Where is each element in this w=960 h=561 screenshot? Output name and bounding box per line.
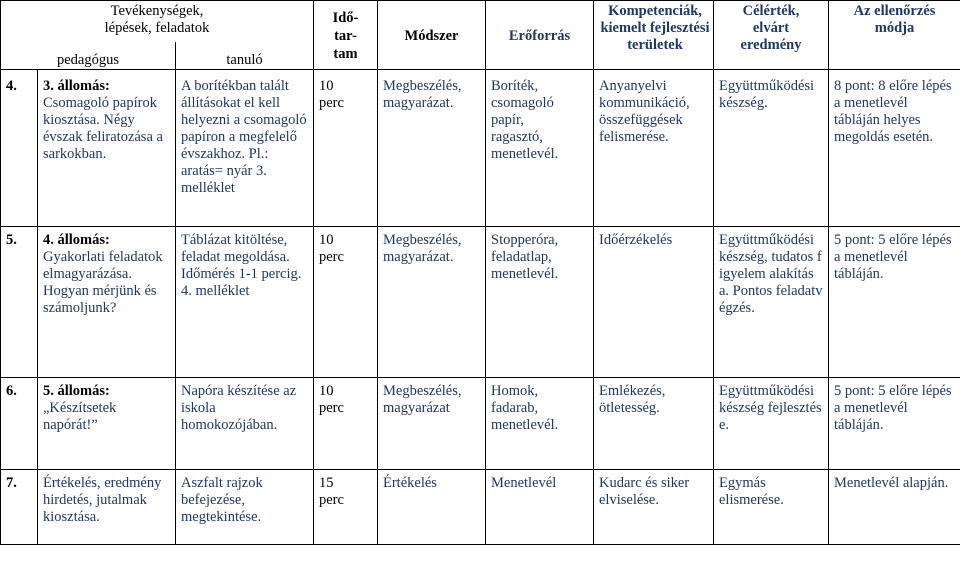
time-cell <box>314 227 378 378</box>
station-title: 4. állomás: <box>43 232 110 248</box>
resource-text: Homok, fadarab, menetlevél. <box>491 383 559 433</box>
student-text: Táblázat kitöltése, feladat megoldása. Időmérés 1-1 percig. 4. melléklet <box>181 232 302 299</box>
assessment-cell <box>829 70 960 227</box>
header-student-label: tanuló <box>226 52 263 68</box>
method-cell <box>378 227 486 378</box>
header-teacher-label: pedagógus <box>56 52 119 68</box>
teacher-text: „Készítsetek napórát!” <box>43 400 117 433</box>
header-resource-label: Erőforrás <box>508 27 571 44</box>
table-row <box>1 227 960 378</box>
teacher-text: Csomagoló papírok kiosztása. Négy évszak feliratozása a sarkokban. <box>43 95 163 162</box>
teacher-cell <box>38 470 176 545</box>
time-cell <box>314 70 378 227</box>
time-text: 10 perc <box>319 78 344 111</box>
student-cell <box>176 378 314 470</box>
goal-text: Együttműködési készség fejlesztése. <box>719 383 822 433</box>
header-goal-label: Célérték, elvárt eredmény <box>740 3 802 53</box>
row-number <box>1 227 38 378</box>
assessment-cell <box>829 378 960 470</box>
station-title: 3. állomás: <box>43 78 110 94</box>
header-competencies-label: Kompetenciák, kiemelt fejlesztési területek <box>600 3 710 53</box>
student-cell <box>176 227 314 378</box>
header-student <box>176 42 314 70</box>
goal-text: Együttműködési készség, tudatos figyelem alakítása. Pontos feladatvégzés. <box>719 232 823 316</box>
header-activities-label: Tevékenységek, lépések, feladatok <box>104 3 210 36</box>
row-number-text: 7. <box>6 475 17 491</box>
header-assessment-label: Az ellenőrzés módja <box>853 3 936 36</box>
assessment-text: 5 pont: 5 előre lépés a menetlevél tábláján. <box>834 232 952 282</box>
resource-cell <box>486 70 594 227</box>
table-row <box>1 470 960 545</box>
time-text: 10 perc <box>319 232 344 265</box>
method-cell <box>378 378 486 470</box>
header-competencies <box>594 1 714 70</box>
resource-cell <box>486 470 594 545</box>
time-text: 10 perc <box>319 383 344 416</box>
teacher-cell <box>38 227 176 378</box>
table-row <box>1 378 960 470</box>
method-text: Megbeszélés, magyarázat <box>383 383 462 416</box>
student-text: Aszfalt rajzok befejezése, megtekintése. <box>181 475 263 525</box>
student-text: Napóra készítése az iskola homokozójában. <box>181 383 297 433</box>
assessment-text: 5 pont: 5 előre lépés a menetlevél tábláján. <box>834 383 952 433</box>
row-number-text: 5. <box>6 232 17 248</box>
goal-text: Együttműködési készség. <box>719 78 815 111</box>
goal-cell <box>714 70 829 227</box>
time-cell <box>314 470 378 545</box>
student-text: A borítékban talált állításokat el kell helyezni a csomagoló papíron a megfelelő évszakhoz. Pl.: aratás= nyár 3. melléklet <box>181 78 307 196</box>
station-title: 5. állomás: <box>43 383 110 399</box>
table-row <box>1 70 960 227</box>
row-number <box>1 470 38 545</box>
teacher-text: Gyakorlati feladatok elmagyarázása. Hogyan mérjünk és számoljunk? <box>43 249 163 316</box>
header-method <box>378 1 486 70</box>
header-time-label: Idő-tar-tam <box>332 10 359 62</box>
competencies-text: Emlékezés, ötletesség. <box>599 383 666 416</box>
teacher-cell <box>38 70 176 227</box>
header-row <box>1 1 960 42</box>
resource-cell <box>486 378 594 470</box>
header-teacher <box>1 42 176 70</box>
header-goal <box>714 1 829 70</box>
competencies-text: Kudarc és siker elviselése. <box>599 475 690 508</box>
method-cell <box>378 470 486 545</box>
assessment-text: Menetlevél alapján. <box>834 475 949 491</box>
method-text: Értékelés <box>383 475 437 491</box>
teacher-cell <box>38 378 176 470</box>
teacher-text: Értékelés, eredmény hirdetés, jutalmak kiosztása. <box>43 475 162 525</box>
competencies-cell <box>594 227 714 378</box>
method-text: Megbeszélés, magyarázat. <box>383 78 462 111</box>
goal-cell <box>714 227 829 378</box>
row-number <box>1 70 38 227</box>
method-text: Megbeszélés, magyarázat. <box>383 232 462 265</box>
goal-cell <box>714 470 829 545</box>
resource-text: Stopperóra, feladatlap, menetlevél. <box>491 232 559 282</box>
header-assessment <box>829 1 960 70</box>
assessment-text: 8 pont: 8 előre lépés a menetlevél tábláján helyes megoldás esetén. <box>834 78 952 145</box>
competencies-cell <box>594 470 714 545</box>
student-cell <box>176 70 314 227</box>
goal-text: Egymás elismerése. <box>719 475 784 508</box>
header-activities <box>1 1 314 42</box>
resource-cell <box>486 227 594 378</box>
method-cell <box>378 70 486 227</box>
row-number <box>1 378 38 470</box>
row-number-text: 4. <box>6 78 17 94</box>
competencies-cell <box>594 378 714 470</box>
competencies-text: Anyanyelvi kommunikáció, összefüggések felismerése. <box>599 78 690 145</box>
header-method-label: Módszer <box>404 27 459 44</box>
time-text: 15 perc <box>319 475 344 508</box>
goal-cell <box>714 378 829 470</box>
competencies-text: Időérzékelés <box>599 232 673 248</box>
competencies-cell <box>594 70 714 227</box>
student-cell <box>176 470 314 545</box>
row-number-text: 6. <box>6 383 17 399</box>
resource-text: Menetlevél <box>491 475 557 491</box>
assessment-cell <box>829 227 960 378</box>
resource-text: Boríték, csomagoló papír, ragasztó, menetlevél. <box>491 78 559 162</box>
time-cell <box>314 378 378 470</box>
header-time <box>314 1 378 70</box>
header-resource <box>486 1 594 70</box>
assessment-cell <box>829 470 960 545</box>
